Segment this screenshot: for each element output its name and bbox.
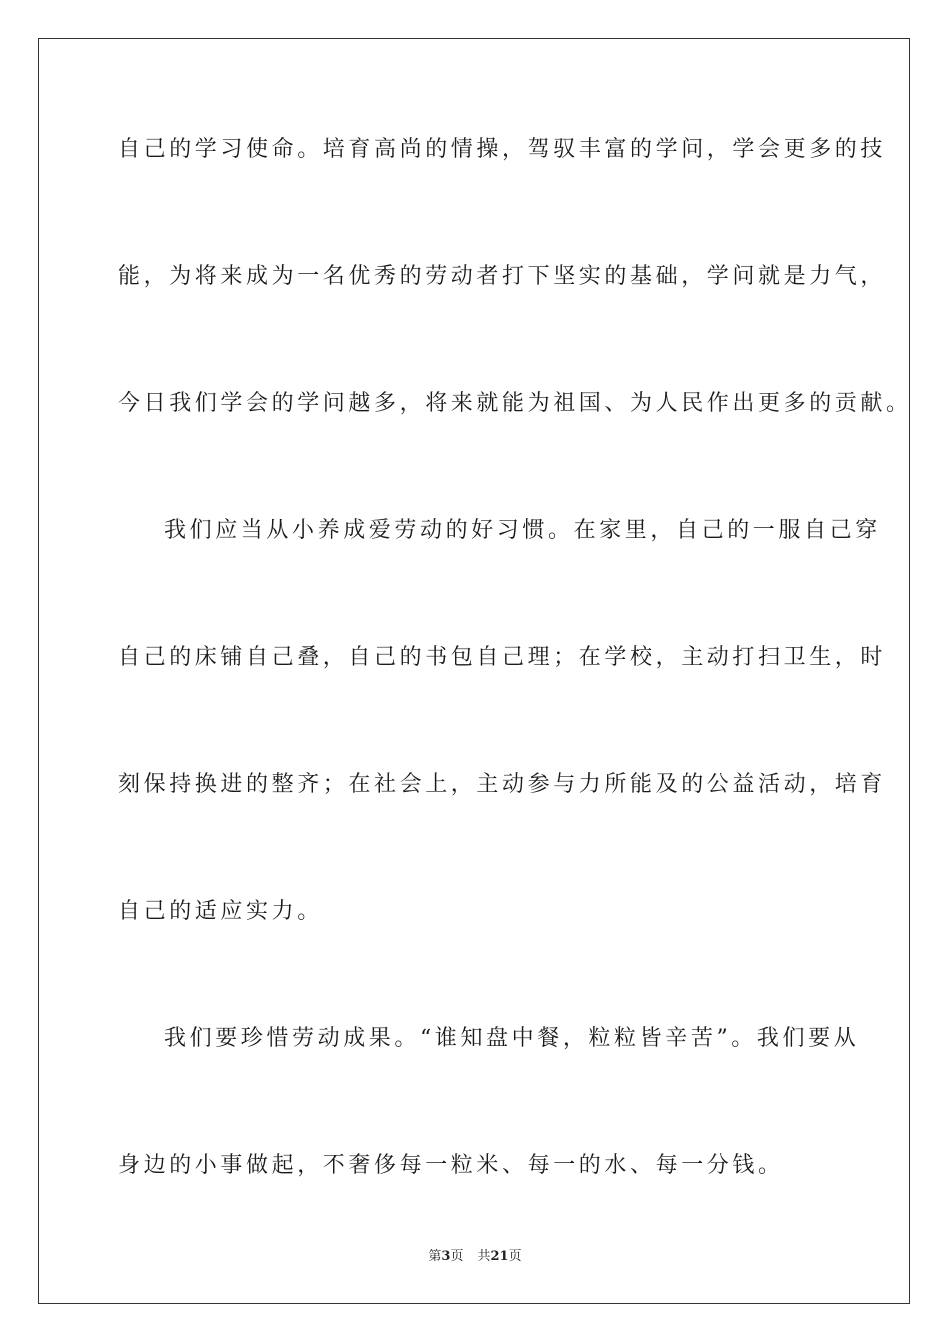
page-number: 3 — [441, 1249, 451, 1264]
total-prefix: 共 — [477, 1249, 491, 1264]
page-footer — [0, 1248, 950, 1266]
text-line-2: 能，为将来成为一名优秀的劳动者打下坚实的基础，学问就是力气， — [118, 264, 887, 289]
text-line-4: 我们应当从小养成爱劳动的好习惯。在家里，自己的一服自己穿 — [164, 518, 881, 543]
page-suffix: 页 — [450, 1249, 464, 1264]
text-line-3: 今日我们学会的学问越多，将来就能为祖国、为人民作出更多的贡献。 — [118, 391, 912, 416]
page-prefix: 第 — [428, 1249, 442, 1264]
total-suffix: 页 — [508, 1249, 522, 1264]
text-line-1: 自己的学习使命。培育高尚的情操，驾驭丰富的学问，学会更多的技 — [118, 137, 887, 162]
text-line-7: 自己的适应实力。 — [118, 899, 323, 924]
text-line-5: 自己的床铺自己叠，自己的书包自己理；在学校，主动打扫卫生，时 — [118, 645, 887, 670]
total-pages: 21 — [490, 1249, 509, 1264]
text-line-9: 身边的小事做起，不奢侈每一粒米、每一的水、每一分钱。 — [118, 1153, 784, 1178]
text-line-6: 刻保持换进的整齐；在社会上，主动参与力所能及的公益活动，培育 — [118, 772, 887, 797]
text-line-8: 我们要珍惜劳动成果。“谁知盘中餐，粒粒皆辛苦”。我们要从 — [164, 1026, 860, 1051]
